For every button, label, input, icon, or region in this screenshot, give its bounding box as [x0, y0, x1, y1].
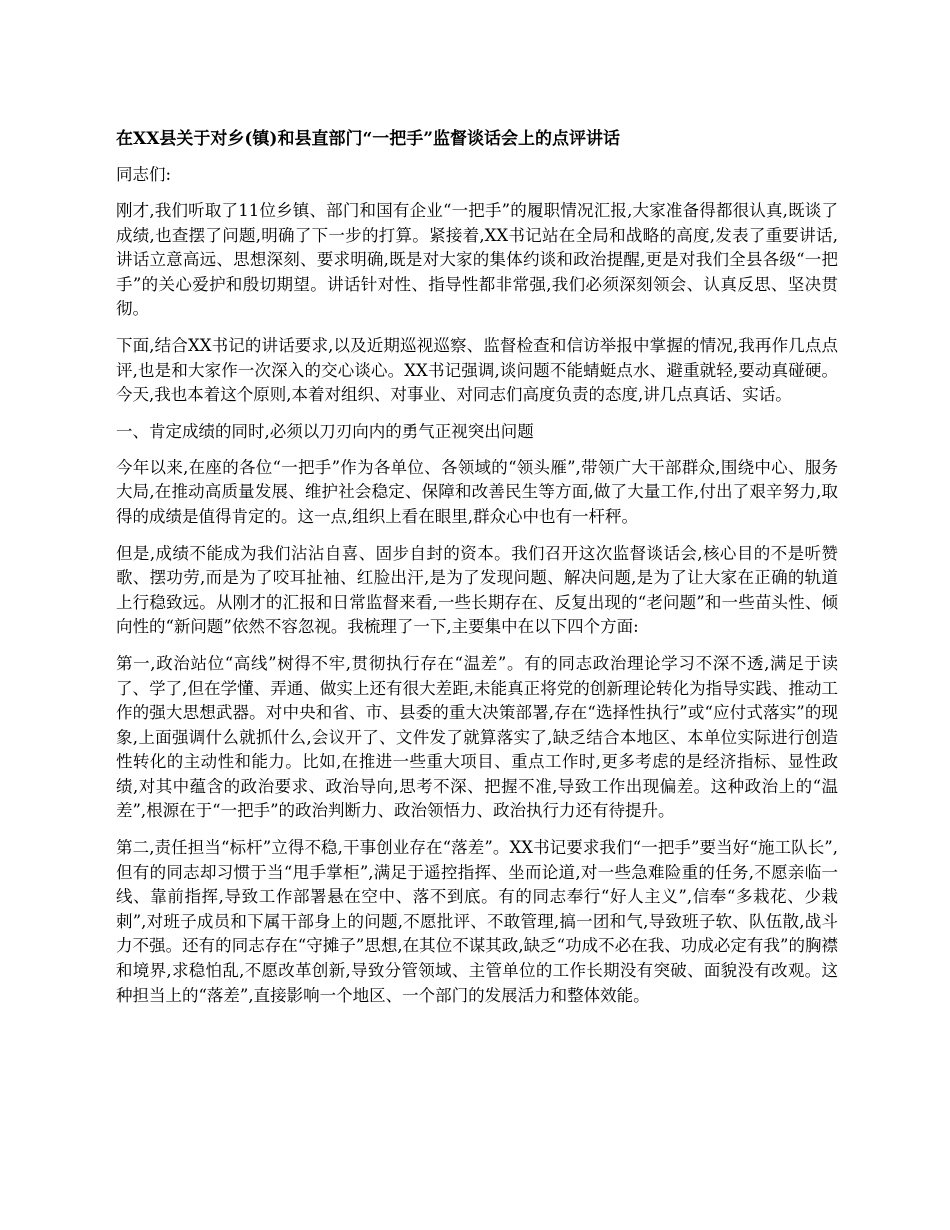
document-title: 在XX县关于对乡(镇)和县直部门“一把手”监督谈话会上的点评讲话 [116, 129, 621, 149]
paragraph: 第一,政治站位“高线”树得不牢,贯彻执行存在“温差”。有的同志政治理论学习不深不透,满足于读了、学了,但在学懂、弄通、做实上还有很大差距,未能真正将党的创新理论转化为指导实践、推动工作的强大思想武器。对中央和省、市、县委的重大决策部署,存在“选择性执行”或“应付式落实”的现象,上面强调什么就抓什么,会议开了、文件发了就算落实了,缺乏结合本地区、本单位实际进行创造性转化的主动性和能力。比如,在推进一些重大项目、重点工作时,更多考虑的是经济指标、显性政绩,对其中蕴含的政治要求、政治导向,思考不深、把握不准,导致工作出现偏差。这种政治上的“温差”,根源在于“一把手”的政治判断力、政治领悟力、政治执行力还有待提升。 [116, 653, 838, 821]
paragraph: 下面,结合XX书记的讲话要求,以及近期巡视巡察、监督检查和信访举报中掌握的情况,我再作几点点评,也是和大家作一次深入的交心谈心。XX书记强调,谈问题不能蜻蜓点水、避重就轻,要动真碰硬。今天,我也本着这个原则,本着对组织、对事业、对同志们高度负责的态度,讲几点真话、实话。 [116, 335, 838, 405]
paragraph: 但是,成绩不能成为我们沾沾自喜、固步自封的资本。我们召开这次监督谈话会,核心目的不是听赞歌、摆功劳,而是为了咬耳扯袖、红脸出汗,是为了发现问题、解决问题,是为了让大家在正确的轨道上行稳致远。从刚才的汇报和日常监督来看,一些长期存在、反复出现的“老问题”和一些苗头性、倾向性的“新问题”依然不容忽视。我梳理了一下,主要集中在以下四个方面: [116, 543, 838, 637]
document-page [116, 127, 838, 1020]
paragraph: 第二,责任担当“标杆”立得不稳,干事创业存在“落差”。XX书记要求我们“一把手”要当好“施工队长”,但有的同志却习惯于当“甩手掌柜”,满足于遥控指挥、坐而论道,对一些急难险重的任务,不愿亲临一线、靠前指挥,导致工作部署悬在空中、落不到底。有的同志奉行“好人主义”,信奉“多栽花、少栽刺”,对班子成员和下属干部身上的问题,不愿批评、不敢管理,搞一团和气,导致班子软、队伍散,战斗力不强。还有的同志存在“守摊子”思想,在其位不谋其政,缺乏“功成不必在我、功成必定有我”的胸襟和境界,求稳怕乱,不愿改革创新,导致分管领域、主管单位的工作长期没有突破、面貌没有改观。这种担当上的“落差”,直接影响一个地区、一个部门的发展活力和整体效能。 [116, 838, 838, 1005]
greeting: 同志们: [116, 165, 172, 184]
section-heading: 一、肯定成绩的同时,必须以刀刃向内的勇气正视突出问题 [116, 421, 534, 441]
paragraph: 刚才,我们听取了11位乡镇、部门和国有企业“一把手”的履职情况汇报,大家准备得都很认真,既谈了成绩,也查摆了问题,明确了下一步的打算。紧接着,XX书记站在全局和战略的高度,发表了重要讲话,讲话立意高远、思想深刻、要求明确,既是对大家的集体约谈和政治提醒,更是对我们全县各级“一把手”的关心爱护和殷切期望。讲话针对性、指导性都非常强,我们必须深刻领会、认真反思、坚决贯彻。 [116, 201, 838, 319]
paragraph: 今年以来,在座的各位“一把手”作为各单位、各领域的“领头雁”,带领广大干部群众,围绕中心、服务大局,在推动高质量发展、维护社会稳定、保障和改善民生等方面,做了大量工作,付出了艰辛努力,取得的成绩是值得肯定的。这一点,组织上看在眼里,群众心中也有一杆秤。 [116, 457, 838, 526]
